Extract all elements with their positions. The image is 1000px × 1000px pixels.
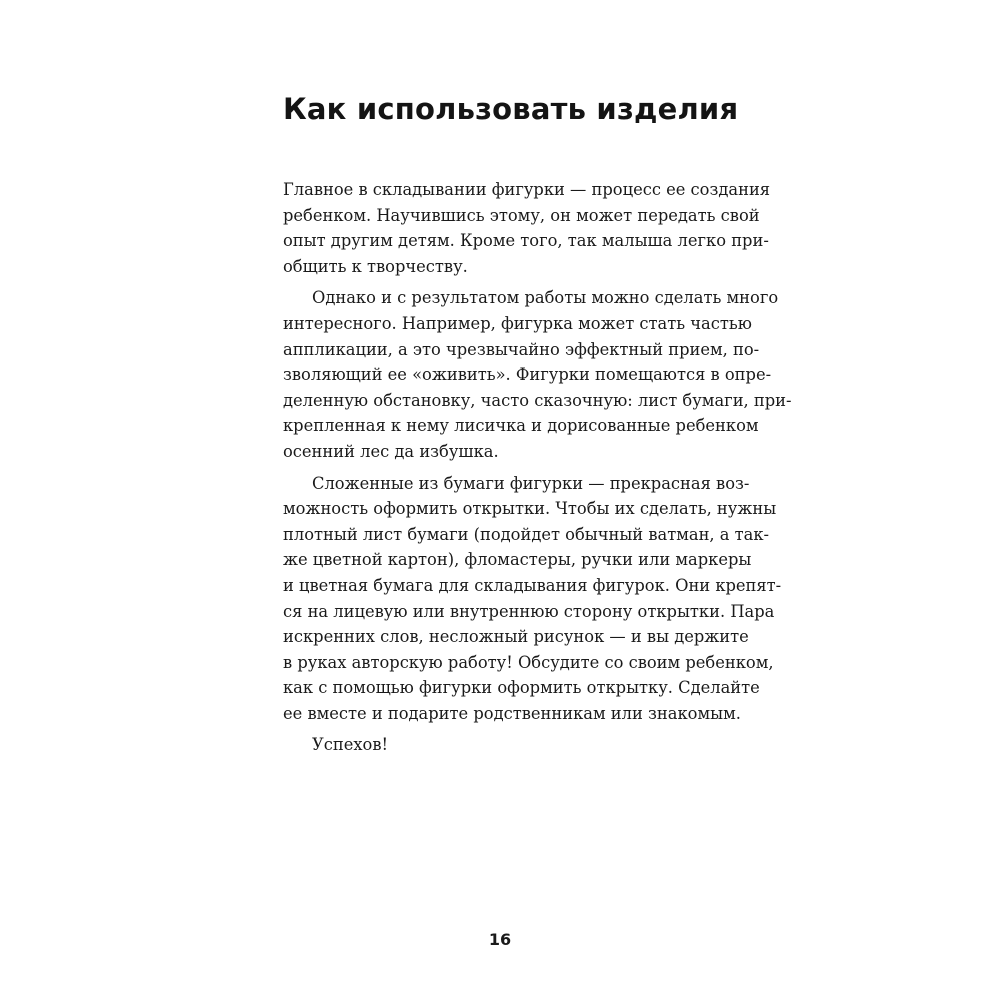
text-line: и цветная бумага для складывания фигурок. Они крепят- [283, 575, 782, 595]
text-line: же цветной картон), фломастеры, ручки или маркеры [283, 550, 752, 570]
text-line: зволяющий ее «оживить». Фигурки помещаются в опре- [283, 365, 772, 385]
text-line: в руках авторскую работу! Обсудите со своим ребенком, [283, 652, 774, 672]
text-line: Главное в складывании фигурки — процесс ее создания [283, 180, 771, 199]
text-line: Успехов! [312, 735, 389, 755]
text-line: крепленная к нему лисичка и дорисованные ребенком [283, 416, 759, 436]
text-line: ся на лицевую или внутреннюю сторону открытки. Пара [283, 601, 775, 621]
page-title: Как использовать изделия [283, 92, 739, 126]
text-line: как с помощью фигурки оформить открытку. Сделайте [283, 678, 760, 698]
text-line: аппликации, а это чрезвычайно эффектный прием, по- [283, 339, 760, 359]
paragraph [283, 285, 792, 464]
text-line: Однако и с результатом работы можно сделать много [312, 288, 779, 308]
paragraph [283, 177, 771, 279]
text-line: ее вместе и подарите родственникам или знакомым. [283, 703, 741, 723]
text-line: деленную обстановку, часто сказочную: лист бумаги, при- [283, 390, 792, 410]
text-line: ребенком. Научившись этому, он может передать свой [283, 205, 760, 225]
paragraph [283, 732, 723, 758]
text-line: осенний лес да избушка. [283, 441, 499, 461]
text-line: искренних слов, несложный рисунок — и вы держите [283, 627, 749, 647]
text-line: опыт другим детям. Кроме того, так малыша легко при- [283, 231, 769, 251]
text-line: общить к творчеству. [283, 256, 468, 276]
text-line: Сложенные из бумаги фигурки — прекрасная воз- [312, 473, 750, 493]
body-text [283, 177, 792, 758]
text-line: интересного. Например, фигурка может стать частью [283, 313, 752, 333]
paragraph [283, 471, 782, 727]
page-number: 16 [488, 930, 512, 949]
text-line: плотный лист бумаги (подойдет обычный ватман, а так- [283, 524, 770, 544]
text-line: можность оформить открытки. Чтобы их сделать, нужны [283, 499, 777, 519]
